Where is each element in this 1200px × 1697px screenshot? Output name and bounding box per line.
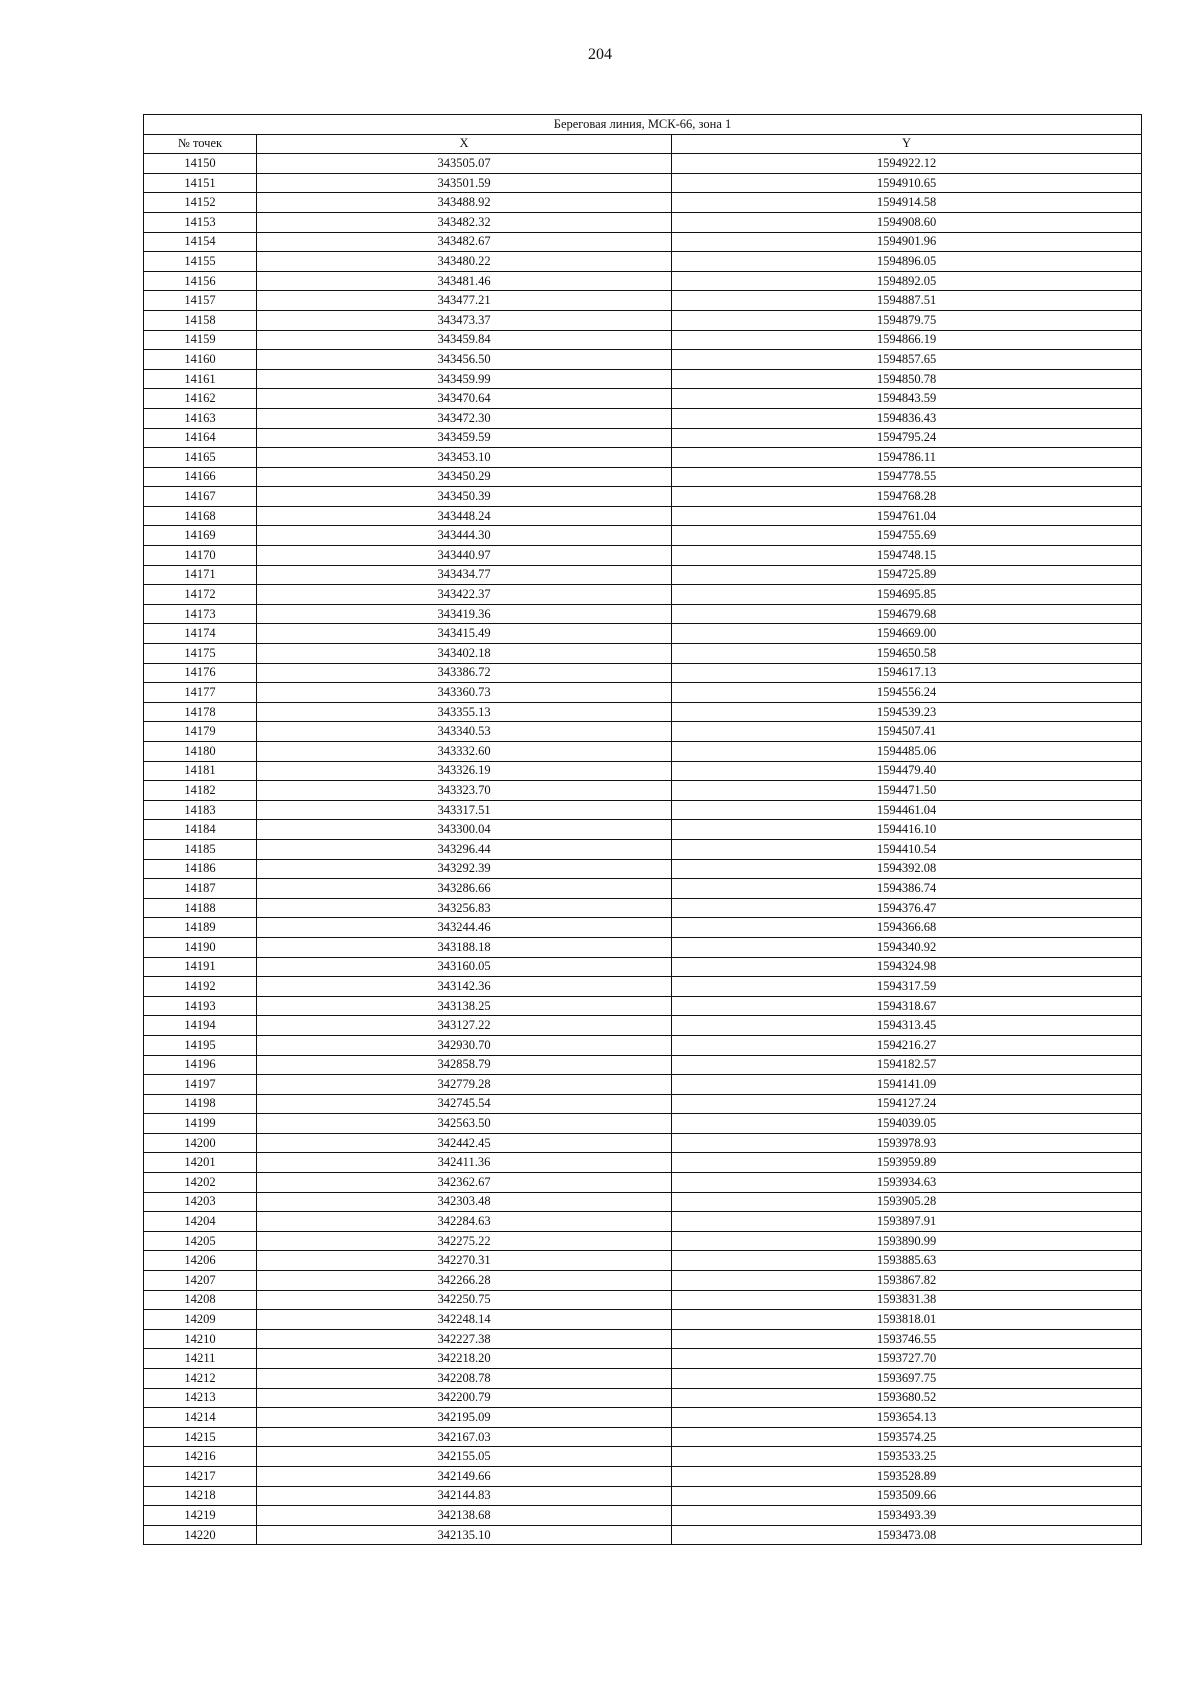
cell-point-number: 14160 — [144, 350, 257, 370]
cell-y: 1594141.09 — [672, 1075, 1142, 1095]
cell-y: 1594850.78 — [672, 369, 1142, 389]
cell-x: 342303.48 — [257, 1192, 672, 1212]
table-row — [144, 879, 1142, 899]
table-row — [144, 448, 1142, 468]
table-row — [144, 722, 1142, 742]
cell-x: 343448.24 — [257, 506, 672, 526]
table-row — [144, 644, 1142, 664]
cell-x: 343188.18 — [257, 937, 672, 957]
cell-x: 343332.60 — [257, 742, 672, 762]
cell-y: 1594857.65 — [672, 350, 1142, 370]
cell-point-number: 14208 — [144, 1290, 257, 1310]
table-row — [144, 1153, 1142, 1173]
cell-y: 1593959.89 — [672, 1153, 1142, 1173]
cell-y: 1594725.89 — [672, 565, 1142, 585]
cell-x: 342266.28 — [257, 1271, 672, 1291]
cell-x: 343244.46 — [257, 918, 672, 938]
cell-point-number: 14167 — [144, 487, 257, 507]
table-row — [144, 898, 1142, 918]
cell-point-number: 14174 — [144, 624, 257, 644]
cell-y: 1594317.59 — [672, 977, 1142, 997]
table-row — [144, 1525, 1142, 1545]
cell-y: 1594556.24 — [672, 683, 1142, 703]
table-row — [144, 565, 1142, 585]
cell-point-number: 14191 — [144, 957, 257, 977]
cell-point-number: 14216 — [144, 1447, 257, 1467]
cell-point-number: 14182 — [144, 781, 257, 801]
coordinates-table — [143, 114, 1142, 1545]
cell-y: 1594410.54 — [672, 839, 1142, 859]
cell-y: 1594695.85 — [672, 585, 1142, 605]
cell-point-number: 14151 — [144, 173, 257, 193]
cell-y: 1594416.10 — [672, 820, 1142, 840]
cell-y: 1593867.82 — [672, 1271, 1142, 1291]
cell-point-number: 14186 — [144, 859, 257, 879]
cell-x: 343326.19 — [257, 761, 672, 781]
cell-y: 1594768.28 — [672, 487, 1142, 507]
cell-y: 1593473.08 — [672, 1525, 1142, 1545]
cell-x: 342284.63 — [257, 1212, 672, 1232]
table-row — [144, 820, 1142, 840]
cell-point-number: 14179 — [144, 722, 257, 742]
cell-y: 1594910.65 — [672, 173, 1142, 193]
cell-y: 1594617.13 — [672, 663, 1142, 683]
cell-y: 1593934.63 — [672, 1173, 1142, 1193]
cell-point-number: 14219 — [144, 1506, 257, 1526]
table-body — [144, 154, 1142, 1545]
cell-y: 1594216.27 — [672, 1035, 1142, 1055]
cell-y: 1593897.91 — [672, 1212, 1142, 1232]
cell-point-number: 14200 — [144, 1133, 257, 1153]
cell-point-number: 14189 — [144, 918, 257, 938]
cell-point-number: 14202 — [144, 1173, 257, 1193]
table-row — [144, 252, 1142, 272]
cell-point-number: 14207 — [144, 1271, 257, 1291]
cell-y: 1594669.00 — [672, 624, 1142, 644]
cell-x: 342155.05 — [257, 1447, 672, 1467]
cell-y: 1594786.11 — [672, 448, 1142, 468]
cell-y: 1593978.93 — [672, 1133, 1142, 1153]
cell-point-number: 14152 — [144, 193, 257, 213]
cell-point-number: 14163 — [144, 408, 257, 428]
table-row — [144, 271, 1142, 291]
table-row — [144, 330, 1142, 350]
cell-point-number: 14150 — [144, 154, 257, 174]
table-row — [144, 467, 1142, 487]
cell-point-number: 14159 — [144, 330, 257, 350]
table-row — [144, 1408, 1142, 1428]
cell-y: 1593493.39 — [672, 1506, 1142, 1526]
cell-point-number: 14161 — [144, 369, 257, 389]
cell-point-number: 14170 — [144, 546, 257, 566]
cell-y: 1593890.99 — [672, 1231, 1142, 1251]
cell-x: 342167.03 — [257, 1427, 672, 1447]
cell-y: 1593885.63 — [672, 1251, 1142, 1271]
cell-y: 1594039.05 — [672, 1114, 1142, 1134]
cell-x: 343340.53 — [257, 722, 672, 742]
cell-y: 1594879.75 — [672, 310, 1142, 330]
table-row — [144, 1447, 1142, 1467]
cell-y: 1594914.58 — [672, 193, 1142, 213]
cell-x: 343386.72 — [257, 663, 672, 683]
cell-point-number: 14205 — [144, 1231, 257, 1251]
table-row — [144, 683, 1142, 703]
cell-y: 1594340.92 — [672, 937, 1142, 957]
table-row — [144, 761, 1142, 781]
table-row — [144, 1055, 1142, 1075]
table-row — [144, 996, 1142, 1016]
cell-point-number: 14198 — [144, 1094, 257, 1114]
cell-point-number: 14154 — [144, 232, 257, 252]
cell-x: 342227.38 — [257, 1329, 672, 1349]
cell-point-number: 14183 — [144, 800, 257, 820]
cell-x: 343481.46 — [257, 271, 672, 291]
cell-x: 343453.10 — [257, 448, 672, 468]
cell-point-number: 14196 — [144, 1055, 257, 1075]
cell-y: 1594748.15 — [672, 546, 1142, 566]
cell-x: 343256.83 — [257, 898, 672, 918]
cell-y: 1593654.13 — [672, 1408, 1142, 1428]
table-row — [144, 742, 1142, 762]
table-row — [144, 506, 1142, 526]
cell-y: 1593528.89 — [672, 1466, 1142, 1486]
cell-x: 343505.07 — [257, 154, 672, 174]
cell-point-number: 14212 — [144, 1369, 257, 1389]
cell-point-number: 14187 — [144, 879, 257, 899]
cell-x: 343323.70 — [257, 781, 672, 801]
table-title-row — [144, 115, 1142, 135]
cell-x: 342930.70 — [257, 1035, 672, 1055]
cell-point-number: 14204 — [144, 1212, 257, 1232]
table-row — [144, 350, 1142, 370]
table-row — [144, 957, 1142, 977]
cell-point-number: 14197 — [144, 1075, 257, 1095]
cell-x: 343459.59 — [257, 428, 672, 448]
cell-x: 342200.79 — [257, 1388, 672, 1408]
cell-y: 1594127.24 — [672, 1094, 1142, 1114]
cell-y: 1594324.98 — [672, 957, 1142, 977]
cell-point-number: 14188 — [144, 898, 257, 918]
cell-point-number: 14176 — [144, 663, 257, 683]
cell-y: 1594836.43 — [672, 408, 1142, 428]
cell-x: 343473.37 — [257, 310, 672, 330]
table-row — [144, 1506, 1142, 1526]
cell-point-number: 14195 — [144, 1035, 257, 1055]
cell-x: 342195.09 — [257, 1408, 672, 1428]
table-row — [144, 918, 1142, 938]
cell-y: 1594887.51 — [672, 291, 1142, 311]
table-row — [144, 1349, 1142, 1369]
cell-x: 342270.31 — [257, 1251, 672, 1271]
table-row — [144, 212, 1142, 232]
cell-y: 1594392.08 — [672, 859, 1142, 879]
table-row — [144, 1133, 1142, 1153]
table-row — [144, 526, 1142, 546]
cell-point-number: 14220 — [144, 1525, 257, 1545]
table-row — [144, 1310, 1142, 1330]
cell-x: 342250.75 — [257, 1290, 672, 1310]
table-row — [144, 1075, 1142, 1095]
cell-y: 1594795.24 — [672, 428, 1142, 448]
table-row — [144, 1114, 1142, 1134]
cell-point-number: 14177 — [144, 683, 257, 703]
table-row — [144, 1329, 1142, 1349]
table-row — [144, 369, 1142, 389]
table-row — [144, 310, 1142, 330]
cell-x: 343456.50 — [257, 350, 672, 370]
cell-point-number: 14194 — [144, 1016, 257, 1036]
cell-y: 1593574.25 — [672, 1427, 1142, 1447]
cell-x: 342149.66 — [257, 1466, 672, 1486]
table-row — [144, 1251, 1142, 1271]
cell-x: 343402.18 — [257, 644, 672, 664]
cell-point-number: 14165 — [144, 448, 257, 468]
cell-x: 343470.64 — [257, 389, 672, 409]
column-header-x: X — [257, 134, 672, 154]
cell-point-number: 14173 — [144, 604, 257, 624]
table-header-row — [144, 134, 1142, 154]
cell-point-number: 14214 — [144, 1408, 257, 1428]
cell-x: 343459.99 — [257, 369, 672, 389]
cell-y: 1594507.41 — [672, 722, 1142, 742]
cell-point-number: 14209 — [144, 1310, 257, 1330]
cell-y: 1594485.06 — [672, 742, 1142, 762]
cell-y: 1594778.55 — [672, 467, 1142, 487]
cell-y: 1593727.70 — [672, 1349, 1142, 1369]
cell-x: 342779.28 — [257, 1075, 672, 1095]
cell-x: 343300.04 — [257, 820, 672, 840]
cell-point-number: 14181 — [144, 761, 257, 781]
cell-point-number: 14217 — [144, 1466, 257, 1486]
cell-point-number: 14156 — [144, 271, 257, 291]
cell-point-number: 14215 — [144, 1427, 257, 1447]
table-row — [144, 1016, 1142, 1036]
cell-x: 342411.36 — [257, 1153, 672, 1173]
cell-point-number: 14193 — [144, 996, 257, 1016]
cell-x: 342275.22 — [257, 1231, 672, 1251]
cell-point-number: 14172 — [144, 585, 257, 605]
cell-y: 1593831.38 — [672, 1290, 1142, 1310]
cell-point-number: 14178 — [144, 702, 257, 722]
cell-x: 342563.50 — [257, 1114, 672, 1134]
cell-y: 1594366.68 — [672, 918, 1142, 938]
cell-y: 1594892.05 — [672, 271, 1142, 291]
cell-x: 343127.22 — [257, 1016, 672, 1036]
cell-y: 1594471.50 — [672, 781, 1142, 801]
cell-x: 343477.21 — [257, 291, 672, 311]
table-row — [144, 1388, 1142, 1408]
cell-x: 343419.36 — [257, 604, 672, 624]
cell-x: 343459.84 — [257, 330, 672, 350]
table-row — [144, 781, 1142, 801]
cell-x: 343355.13 — [257, 702, 672, 722]
table-row — [144, 1486, 1142, 1506]
table-row — [144, 1290, 1142, 1310]
cell-x: 342248.14 — [257, 1310, 672, 1330]
table-row — [144, 800, 1142, 820]
cell-point-number: 14155 — [144, 252, 257, 272]
table-row — [144, 839, 1142, 859]
cell-point-number: 14210 — [144, 1329, 257, 1349]
cell-y: 1594539.23 — [672, 702, 1142, 722]
table-row — [144, 1427, 1142, 1447]
cell-y: 1593818.01 — [672, 1310, 1142, 1330]
cell-x: 343480.22 — [257, 252, 672, 272]
cell-y: 1594761.04 — [672, 506, 1142, 526]
cell-x: 343296.44 — [257, 839, 672, 859]
cell-x: 343450.29 — [257, 467, 672, 487]
cell-x: 342138.68 — [257, 1506, 672, 1526]
cell-x: 343286.66 — [257, 879, 672, 899]
cell-point-number: 14203 — [144, 1192, 257, 1212]
cell-point-number: 14169 — [144, 526, 257, 546]
cell-point-number: 14162 — [144, 389, 257, 409]
cell-x: 343317.51 — [257, 800, 672, 820]
page-number: 204 — [588, 46, 612, 63]
cell-point-number: 14184 — [144, 820, 257, 840]
cell-x: 342144.83 — [257, 1486, 672, 1506]
table-row — [144, 408, 1142, 428]
cell-y: 1594461.04 — [672, 800, 1142, 820]
cell-point-number: 14153 — [144, 212, 257, 232]
cell-x: 342745.54 — [257, 1094, 672, 1114]
table-row — [144, 859, 1142, 879]
cell-x: 343444.30 — [257, 526, 672, 546]
table-row — [144, 937, 1142, 957]
cell-y: 1594650.58 — [672, 644, 1142, 664]
table-row — [144, 232, 1142, 252]
table-row — [144, 1173, 1142, 1193]
cell-y: 1594386.74 — [672, 879, 1142, 899]
cell-y: 1594182.57 — [672, 1055, 1142, 1075]
cell-x: 342218.20 — [257, 1349, 672, 1369]
cell-x: 343415.49 — [257, 624, 672, 644]
table-row — [144, 487, 1142, 507]
cell-x: 343434.77 — [257, 565, 672, 585]
table-row — [144, 1094, 1142, 1114]
cell-x: 343482.32 — [257, 212, 672, 232]
cell-point-number: 14199 — [144, 1114, 257, 1134]
cell-point-number: 14158 — [144, 310, 257, 330]
table-row — [144, 428, 1142, 448]
table-row — [144, 1231, 1142, 1251]
cell-y: 1593746.55 — [672, 1329, 1142, 1349]
cell-point-number: 14180 — [144, 742, 257, 762]
cell-point-number: 14164 — [144, 428, 257, 448]
cell-y: 1594679.68 — [672, 604, 1142, 624]
cell-y: 1594318.67 — [672, 996, 1142, 1016]
column-header-point-number: № точек — [144, 134, 257, 154]
cell-x: 343482.67 — [257, 232, 672, 252]
table-row — [144, 1271, 1142, 1291]
cell-y: 1594755.69 — [672, 526, 1142, 546]
table-row — [144, 604, 1142, 624]
cell-y: 1594376.47 — [672, 898, 1142, 918]
cell-point-number: 14206 — [144, 1251, 257, 1271]
cell-y: 1593533.25 — [672, 1447, 1142, 1467]
cell-y: 1594896.05 — [672, 252, 1142, 272]
cell-y: 1594866.19 — [672, 330, 1142, 350]
table-row — [144, 663, 1142, 683]
cell-point-number: 14211 — [144, 1349, 257, 1369]
cell-point-number: 14218 — [144, 1486, 257, 1506]
table-row — [144, 1212, 1142, 1232]
cell-x: 343160.05 — [257, 957, 672, 977]
table-row — [144, 977, 1142, 997]
table-row — [144, 389, 1142, 409]
cell-x: 343440.97 — [257, 546, 672, 566]
cell-point-number: 14166 — [144, 467, 257, 487]
table-row — [144, 546, 1142, 566]
table-row — [144, 585, 1142, 605]
cell-point-number: 14213 — [144, 1388, 257, 1408]
cell-point-number: 14168 — [144, 506, 257, 526]
table-row — [144, 1035, 1142, 1055]
table-title: Береговая линия, МСК-66, зона 1 — [144, 115, 1142, 135]
cell-x: 343292.39 — [257, 859, 672, 879]
cell-point-number: 14192 — [144, 977, 257, 997]
cell-x: 342135.10 — [257, 1525, 672, 1545]
cell-x: 343422.37 — [257, 585, 672, 605]
table-row — [144, 291, 1142, 311]
cell-x: 343450.39 — [257, 487, 672, 507]
table-row — [144, 193, 1142, 213]
table-row — [144, 1466, 1142, 1486]
cell-y: 1593905.28 — [672, 1192, 1142, 1212]
cell-x: 343360.73 — [257, 683, 672, 703]
cell-point-number: 14157 — [144, 291, 257, 311]
cell-point-number: 14190 — [144, 937, 257, 957]
cell-x: 342208.78 — [257, 1369, 672, 1389]
cell-x: 343142.36 — [257, 977, 672, 997]
cell-point-number: 14171 — [144, 565, 257, 585]
cell-x: 342442.45 — [257, 1133, 672, 1153]
table-row — [144, 1369, 1142, 1389]
cell-x: 342858.79 — [257, 1055, 672, 1075]
cell-y: 1594843.59 — [672, 389, 1142, 409]
cell-point-number: 14185 — [144, 839, 257, 859]
column-header-y: Y — [672, 134, 1142, 154]
cell-point-number: 14175 — [144, 644, 257, 664]
cell-y: 1594908.60 — [672, 212, 1142, 232]
cell-x: 343472.30 — [257, 408, 672, 428]
cell-y: 1594313.45 — [672, 1016, 1142, 1036]
table-row — [144, 624, 1142, 644]
cell-x: 343488.92 — [257, 193, 672, 213]
table-row — [144, 1192, 1142, 1212]
cell-y: 1593697.75 — [672, 1369, 1142, 1389]
cell-x: 343138.25 — [257, 996, 672, 1016]
cell-y: 1594901.96 — [672, 232, 1142, 252]
table-row — [144, 154, 1142, 174]
table-row — [144, 702, 1142, 722]
cell-x: 343501.59 — [257, 173, 672, 193]
cell-y: 1594479.40 — [672, 761, 1142, 781]
cell-y: 1593509.66 — [672, 1486, 1142, 1506]
cell-y: 1594922.12 — [672, 154, 1142, 174]
cell-y: 1593680.52 — [672, 1388, 1142, 1408]
table-row — [144, 173, 1142, 193]
cell-x: 342362.67 — [257, 1173, 672, 1193]
cell-point-number: 14201 — [144, 1153, 257, 1173]
